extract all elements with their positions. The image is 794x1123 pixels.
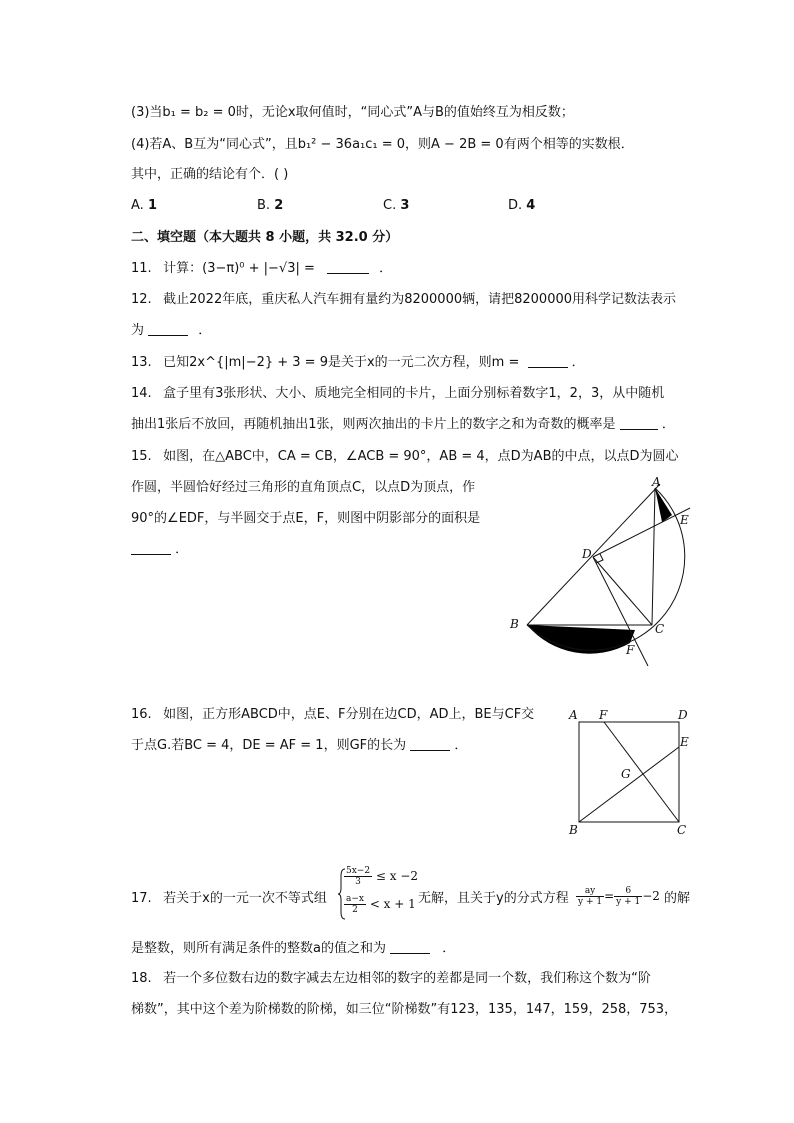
segment-ab [527,484,660,625]
eq-rest: −2 [642,889,660,903]
problem-17-cont [131,940,455,958]
option-c-value: 3 [400,198,410,213]
label-e: E [680,735,689,749]
problem-17-number: 17. [131,891,152,906]
eq-left-numerator: ay [576,886,604,897]
segment-ac [652,488,655,625]
section-title [131,229,398,247]
label-g: G [621,767,631,781]
label-c: C [655,622,665,636]
problem-15-cont2 [131,510,480,528]
problem-14-line2: 抽出1张后不放回，再随机抽出1张，则两次抽出的卡片上的数字之和为奇数的概率是 [131,417,616,432]
label-c: C [677,823,687,837]
problem-15-line1: 如图，在△ABC中，CA = CB，∠ACB = 90°，AB = 4，点D为AB的中点，以点D为圆心 [163,449,679,464]
problem-17-mid: 无解，且关于y的分式方程 [418,891,569,906]
label-e: E [680,513,689,527]
problem-17-post: 的解 [664,891,691,906]
fraction-equation [576,886,660,907]
label-d: D [678,708,688,722]
problem-13-tail: ． [571,355,585,370]
problem-14-number: 14. [131,386,152,401]
problem-17-tail: ． [442,941,456,956]
problem-11-text: 计算：(3−π)⁰ + |−√3| = [163,261,315,276]
option-a-value: 1 [147,198,157,213]
problem-12-tail: ． [198,323,212,338]
label-d: D [582,547,592,561]
problem-13-text: 已知2x^{|m|−2} + 3 = 9是关于x的一元二次方程，则m = [163,355,520,370]
label-b: B [510,617,519,631]
problem-18 [131,970,651,988]
problem-11-tail: ． [379,261,393,276]
option-b-value: 2 [274,198,284,213]
problem-11 [131,260,392,278]
section-title-text: 二、填空题（本大题共 8 小题，共 32.0 分） [131,230,399,245]
problem-16-tail: ． [454,738,468,753]
eq-left-denominator: y + 1 [578,897,603,907]
problem-17-line2: 是整数，则所有满足条件的整数a的值之和为 [131,941,386,956]
problem-13-number: 13. [131,355,152,370]
option-d-value: 4 [526,198,536,213]
answer-blank-16[interactable] [410,738,450,751]
problem-12 [131,291,676,309]
option-b-letter: B. [257,198,271,213]
problem-16-number: 16. [131,707,152,722]
problem-15-line2: 作圆，半圆恰好经过三角形的直角顶点C，以点D为顶点，作 [131,480,476,495]
eq-right-numerator: 6 [614,886,642,897]
label-f: F [599,708,608,722]
eq-equals: = [604,889,615,903]
problem-12-line1: 截止2022年底，重庆私人汽车拥有量约为8200000辆，请把8200000用科学记数法表示 [163,292,677,307]
problem-11-number: 11. [131,261,152,276]
ineq1-denominator: 3 [355,877,361,887]
option-c[interactable] [383,198,409,213]
problem-15-number: 15. [131,449,152,464]
problem-14-cont [131,416,675,434]
label-a: A [569,708,578,722]
ineq1-rest: ≤ x −2 [375,869,419,883]
problem-15-line3: 90°的∠EDF，与半圆交于点E，F，则图中阴影部分的面积是 [131,511,481,526]
answer-blank-15[interactable] [131,542,171,555]
statement-3 [131,104,574,122]
problem-18-line1: 若一个多位数右边的数字减去左边相邻的数字的差都是同一个数，我们称这个数为“阶 [163,971,651,986]
problem-14 [131,385,664,403]
problem-15-cont3 [131,541,188,559]
problem-12-number: 12. [131,292,152,307]
ineq2-numerator: a−x [346,894,364,904]
problem-16-cont [131,737,467,755]
figure-16 [565,705,700,840]
answer-blank-17[interactable] [390,941,430,954]
answer-blank-12[interactable] [148,323,188,336]
ineq2-rest: < x + 1 [369,897,416,911]
answer-blank-13[interactable] [528,355,568,368]
problem-18-cont [131,1001,677,1019]
problem-18-line2: 梯数”，其中这个差为阶梯数的阶梯，如三位“阶梯数”有123，135，147，159，258，753， [131,1002,678,1017]
problem-14-line1: 盒子里有3张形状、大小、质地完全相同的卡片，上面分别标着数字1，2，3，从中随机 [163,386,665,401]
option-a[interactable] [131,198,157,213]
problem-12-line2: 为 [131,323,145,338]
problem-15-cont [131,479,475,497]
figure-15 [500,470,700,670]
problem-16 [131,706,534,724]
option-d-letter: D. [508,198,523,213]
problem-16-line2: 于点G.若BC = 4，DE = AF = 1，则GF的长为 [131,738,407,753]
label-f: F [626,643,635,657]
option-d[interactable] [508,198,535,213]
eq-right-denominator: y + 1 [616,897,641,907]
problem-17-middle [418,890,569,908]
option-b[interactable] [257,198,283,213]
problem-13 [131,354,585,372]
statement-4 [131,136,634,154]
label-a: A [652,475,661,489]
problem-17-pre: 若关于x的一元一次不等式组 [163,891,327,906]
ray-de [593,508,690,557]
question-prompt [131,166,288,184]
problem-18-number: 18. [131,971,152,986]
problem-14-tail: ． [661,417,675,432]
problem-17-end [664,890,690,908]
problem-15 [131,448,679,466]
problem-16-line1: 如图，正方形ABCD中，点E、F分别在边CD，AD上，BE与CF交 [163,707,535,722]
ineq1-numerator: 5x−2 [346,866,371,876]
problem-12-cont [131,322,211,340]
answer-blank-14[interactable] [620,417,658,430]
inequality-2 [344,894,416,915]
segment-be [579,747,679,822]
problem-17 [131,890,327,908]
label-b: B [569,823,578,837]
answer-blank-11[interactable] [327,261,369,274]
question-prompt-text: 其中，正确的结论有个．( ) [131,167,289,182]
statement-3-text: (3)当b₁ = b₂ = 0时，无论x取何值时，“同心式”A与B的值始终互为相反数； [131,105,574,120]
option-c-letter: C. [383,198,397,213]
statement-4-text: (4)若A、B互为“同心式”，且b₁² − 36a₁c₁ = 0，则A − 2B = 0有两个相等的实数根． [131,137,634,152]
segment-cf [604,722,679,822]
ineq2-denominator: 2 [352,905,358,915]
problem-15-tail: ． [175,542,189,557]
inequality-1 [344,866,418,887]
option-a-letter: A. [131,198,144,213]
